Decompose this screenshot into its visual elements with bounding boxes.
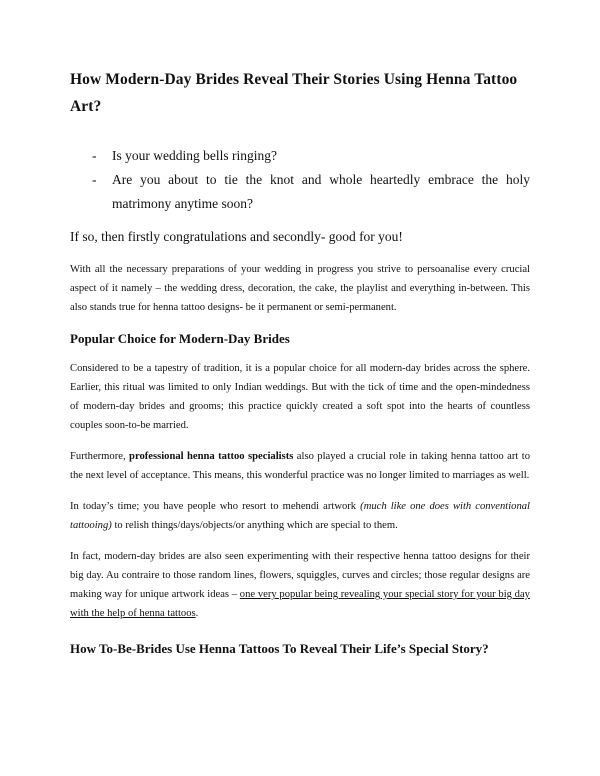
list-item: - Are you about to tie the knot and whole heartedly embrace the holy matrimony anytime soon? <box>92 168 530 216</box>
section-heading-popular-choice: Popular Choice for Modern-Day Brides <box>70 331 290 346</box>
text-run: also played a crucial role in taking henna tattoo art to the next level of acceptance. This means, this wonderful practice was no longer limited to marriages as well. <box>70 451 530 481</box>
section-heading-special-story: How To-Be-Brides Use Henna Tattoos To Reveal Their Life’s Special Story? <box>70 641 489 656</box>
text-run: In fact, modern-day brides are also seen experimenting with their respective henna tattoo designs for their big day. Au contraire to those random lines, flowers, squiggles, curves and circles; those regular designs are making way for unique artwork ideas – <box>70 551 530 600</box>
list-item: - Is your wedding bells ringing? <box>92 144 530 168</box>
bold-phrase: professional henna tattoo specialists <box>129 451 294 462</box>
italic-phrase: (much like one does with conventional tattooing) <box>70 501 530 531</box>
text-run: to relish things/days/objects/or anything which are special to them. <box>111 520 398 531</box>
underlined-phrase: one very popular being revealing your special story for your big day with the help of henna tattoos <box>70 589 530 619</box>
paragraph-tradition: Considered to be a tapestry of tradition, it is a popular choice for all modern-day brides across the sphere. Earlier, this ritual was limited to only Indian weddings. But with the tick of time and the open-mindedness of modern-day brides and grooms; this practice quickly created a soft spot into the hearts of countless couples soon-to-be married. <box>70 363 530 431</box>
paragraph-specialists <box>70 447 530 485</box>
intro-paragraph: With all the necessary preparations of your wedding in progress you strive to persoanalise every crucial aspect of it namely – the wedding dress, decoration, the cake, the playlist and everything in-between. This also stands true for henna tattoo designs- be it permanent or semi-permanent. <box>70 264 530 313</box>
text-run: In today’s time; you have people who resort to mehendi artwork <box>70 501 361 512</box>
paragraph-experimenting <box>70 547 530 623</box>
page-title: How Modern-Day Brides Reveal Their Stories Using Henna Tattoo Art? <box>70 71 518 115</box>
paragraph-today <box>70 497 530 535</box>
text-run: . <box>195 608 199 619</box>
question-list <box>70 144 530 216</box>
lead-sentence: If so, then firstly congratulations and secondly- good for you! <box>70 229 403 244</box>
text-run: Furthermore, <box>70 451 130 462</box>
